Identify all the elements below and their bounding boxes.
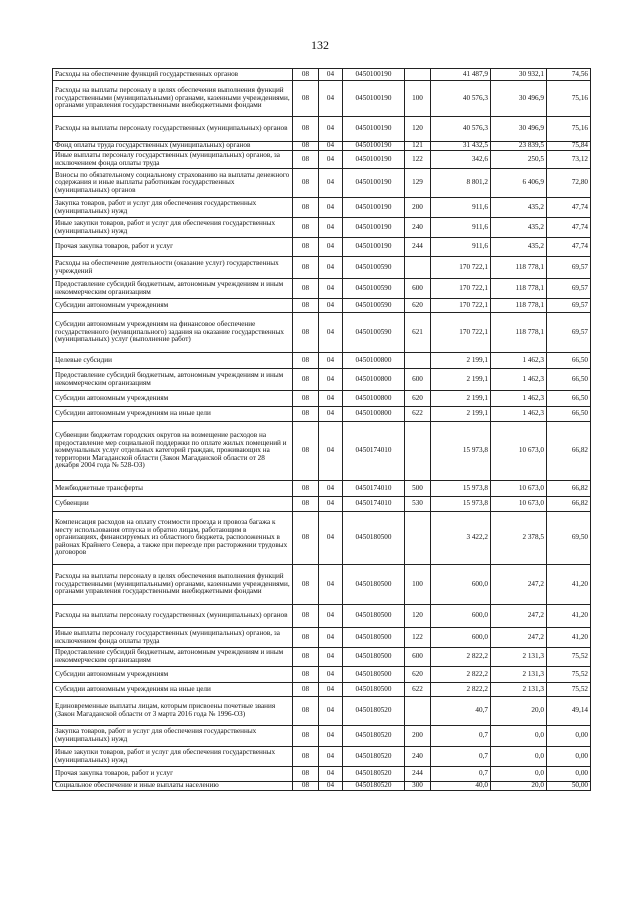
expense-type-code: 240 — [405, 747, 431, 767]
execution-percent: 66,50 — [547, 369, 591, 391]
expense-type-code — [405, 69, 431, 81]
executed-amount: 0,0 — [491, 767, 547, 782]
planned-amount: 2 199,1 — [431, 391, 491, 407]
page-number: 132 — [311, 38, 329, 52]
execution-percent: 69,57 — [547, 279, 591, 299]
row-name: Иные выплаты персоналу государственных (муниципальных) органов, за исключением фонда оплаты труда — [53, 628, 293, 648]
planned-amount: 0,7 — [431, 767, 491, 782]
row-name: Иные выплаты персоналу государственных (муниципальных) органов, за исключением фонда оплаты труда — [53, 151, 293, 169]
row-name: Расходы на выплаты персоналу в целях обеспечения выполнения функций государственными (муниципальными) органами, казенными учреждениями, органами управления государственными внебюджетными фондами — [53, 565, 293, 605]
execution-percent: 66,82 — [547, 422, 591, 481]
row-name: Предоставление субсидий бюджетным, автономным учреждениям и иным некоммерческим организациям — [53, 279, 293, 299]
table-row — [53, 69, 591, 81]
section-code: 08 — [293, 512, 319, 565]
target-article-code: 0450180500 — [343, 605, 405, 628]
section-code: 08 — [293, 667, 319, 683]
executed-amount: 2 378,5 — [491, 512, 547, 565]
row-name: Закупка товаров, работ и услуг для обеспечения государственных (муниципальных) нужд — [53, 198, 293, 218]
subsection-code: 04 — [319, 238, 343, 257]
table-row — [53, 117, 591, 142]
section-code: 08 — [293, 369, 319, 391]
expense-type-code: 200 — [405, 726, 431, 747]
expense-type-code: 300 — [405, 782, 431, 791]
section-code: 08 — [293, 407, 319, 422]
executed-amount: 1 462,3 — [491, 369, 547, 391]
table-row — [53, 481, 591, 497]
subsection-code: 04 — [319, 218, 343, 238]
subsection-code: 04 — [319, 407, 343, 422]
section-code: 08 — [293, 481, 319, 497]
execution-percent: 0,00 — [547, 767, 591, 782]
execution-percent: 75,84 — [547, 142, 591, 151]
row-name: Компенсация расходов на оплату стоимости проезда и провоза багажа к месту использования отпуска и обратно лицам, работающим в организациях, финансируемых из областного бюджета, расположенных в районах Крайнего Севера, а также при переезде при расторжении трудовых договоров — [53, 512, 293, 565]
table-row — [53, 391, 591, 407]
executed-amount: 1 462,3 — [491, 391, 547, 407]
execution-percent: 75,16 — [547, 117, 591, 142]
executed-amount: 23 839,5 — [491, 142, 547, 151]
expense-type-code: 622 — [405, 407, 431, 422]
subsection-code: 04 — [319, 299, 343, 313]
execution-percent: 75,52 — [547, 648, 591, 667]
planned-amount: 40 576,3 — [431, 81, 491, 117]
execution-percent: 66,50 — [547, 353, 591, 369]
planned-amount: 600,0 — [431, 628, 491, 648]
subsection-code: 04 — [319, 565, 343, 605]
section-code: 08 — [293, 391, 319, 407]
planned-amount: 15 973,8 — [431, 481, 491, 497]
subsection-code: 04 — [319, 369, 343, 391]
planned-amount: 40 576,3 — [431, 117, 491, 142]
target-article-code: 0450100190 — [343, 69, 405, 81]
section-code: 08 — [293, 697, 319, 726]
target-article-code: 0450174010 — [343, 422, 405, 481]
executed-amount: 435,2 — [491, 198, 547, 218]
executed-amount: 118 778,1 — [491, 313, 547, 353]
section-code: 08 — [293, 683, 319, 697]
table-row — [53, 565, 591, 605]
execution-percent: 75,52 — [547, 667, 591, 683]
target-article-code: 0450180500 — [343, 628, 405, 648]
expense-type-code — [405, 422, 431, 481]
table-row — [53, 151, 591, 169]
target-article-code: 0450100800 — [343, 353, 405, 369]
row-name: Межбюджетные трансферты — [53, 481, 293, 497]
table-row — [53, 299, 591, 313]
section-code: 08 — [293, 238, 319, 257]
target-article-code: 0450100800 — [343, 407, 405, 422]
executed-amount: 247,2 — [491, 605, 547, 628]
table-row — [53, 218, 591, 238]
target-article-code: 0450180500 — [343, 648, 405, 667]
execution-percent: 47,74 — [547, 218, 591, 238]
table-row — [53, 497, 591, 512]
expense-type-code: 600 — [405, 648, 431, 667]
section-code: 08 — [293, 782, 319, 791]
target-article-code: 0450174010 — [343, 497, 405, 512]
planned-amount: 2 199,1 — [431, 407, 491, 422]
executed-amount: 30 496,9 — [491, 81, 547, 117]
table-row — [53, 238, 591, 257]
section-code: 08 — [293, 257, 319, 279]
executed-amount: 435,2 — [491, 218, 547, 238]
target-article-code: 0450100190 — [343, 151, 405, 169]
planned-amount: 911,6 — [431, 218, 491, 238]
expense-type-code: 620 — [405, 667, 431, 683]
expense-type-code: 100 — [405, 81, 431, 117]
section-code: 08 — [293, 142, 319, 151]
table-row — [53, 512, 591, 565]
planned-amount: 8 801,2 — [431, 169, 491, 198]
section-code: 08 — [293, 726, 319, 747]
executed-amount: 247,2 — [491, 628, 547, 648]
row-name: Предоставление субсидий бюджетным, автономным учреждениям и иным некоммерческим организациям — [53, 369, 293, 391]
table-body — [53, 69, 591, 791]
subsection-code: 04 — [319, 782, 343, 791]
planned-amount: 41 487,9 — [431, 69, 491, 81]
target-article-code: 0450180520 — [343, 767, 405, 782]
expense-type-code: 244 — [405, 767, 431, 782]
table-row — [53, 369, 591, 391]
table-row — [53, 605, 591, 628]
target-article-code: 0450100590 — [343, 257, 405, 279]
target-article-code: 0450100190 — [343, 142, 405, 151]
row-name: Расходы на выплаты персоналу государственных (муниципальных) органов — [53, 605, 293, 628]
row-name: Субсидии автономным учреждениям — [53, 391, 293, 407]
planned-amount: 2 199,1 — [431, 353, 491, 369]
row-name: Расходы на выплаты персоналу в целях обеспечения выполнения функций государственными (муниципальными) органами, казенными учреждениями, органами управления государственными внебюджетными фондами — [53, 81, 293, 117]
target-article-code: 0450180520 — [343, 782, 405, 791]
expense-type-code: 530 — [405, 497, 431, 512]
execution-percent: 47,74 — [547, 198, 591, 218]
planned-amount: 15 973,8 — [431, 497, 491, 512]
execution-percent: 66,50 — [547, 391, 591, 407]
expense-type-code: 621 — [405, 313, 431, 353]
subsection-code: 04 — [319, 747, 343, 767]
expense-type-code — [405, 697, 431, 726]
execution-percent: 41,20 — [547, 605, 591, 628]
section-code: 08 — [293, 81, 319, 117]
row-name: Субсидии автономным учреждениям на иные цели — [53, 683, 293, 697]
section-code: 08 — [293, 117, 319, 142]
execution-percent: 69,57 — [547, 299, 591, 313]
subsection-code: 04 — [319, 512, 343, 565]
subsection-code: 04 — [319, 648, 343, 667]
row-name: Субсидии автономным учреждениям на финансовое обеспечение государственного (муниципального) задания на оказание государственных (муниципальных) услуг (выполнение работ) — [53, 313, 293, 353]
subsection-code: 04 — [319, 69, 343, 81]
row-name: Субсидии автономным учреждениям на иные цели — [53, 407, 293, 422]
planned-amount: 31 432,5 — [431, 142, 491, 151]
target-article-code: 0450180500 — [343, 512, 405, 565]
expense-type-code: 244 — [405, 238, 431, 257]
planned-amount: 2 199,1 — [431, 369, 491, 391]
subsection-code: 04 — [319, 353, 343, 369]
target-article-code: 0450180520 — [343, 747, 405, 767]
section-code: 08 — [293, 628, 319, 648]
executed-amount: 2 131,3 — [491, 683, 547, 697]
table-row — [53, 628, 591, 648]
executed-amount: 250,5 — [491, 151, 547, 169]
target-article-code: 0450100590 — [343, 299, 405, 313]
planned-amount: 600,0 — [431, 565, 491, 605]
planned-amount: 40,0 — [431, 782, 491, 791]
row-name: Прочая закупка товаров, работ и услуг — [53, 767, 293, 782]
target-article-code: 0450180520 — [343, 726, 405, 747]
planned-amount: 170 722,1 — [431, 279, 491, 299]
execution-percent: 74,56 — [547, 69, 591, 81]
expense-type-code: 120 — [405, 117, 431, 142]
planned-amount: 170 722,1 — [431, 313, 491, 353]
planned-amount: 2 822,2 — [431, 683, 491, 697]
row-name: Субсидии автономным учреждениям — [53, 299, 293, 313]
expense-type-code — [405, 512, 431, 565]
subsection-code: 04 — [319, 667, 343, 683]
subsection-code: 04 — [319, 767, 343, 782]
target-article-code: 0450100190 — [343, 117, 405, 142]
section-code: 08 — [293, 299, 319, 313]
executed-amount: 118 778,1 — [491, 257, 547, 279]
target-article-code: 0450180520 — [343, 697, 405, 726]
table-row — [53, 782, 591, 791]
executed-amount: 30 496,9 — [491, 117, 547, 142]
executed-amount: 0,0 — [491, 747, 547, 767]
subsection-code: 04 — [319, 313, 343, 353]
table-row — [53, 81, 591, 117]
section-code: 08 — [293, 313, 319, 353]
subsection-code: 04 — [319, 726, 343, 747]
target-article-code: 0450180500 — [343, 683, 405, 697]
subsection-code: 04 — [319, 198, 343, 218]
executed-amount: 10 673,0 — [491, 497, 547, 512]
planned-amount: 40,7 — [431, 697, 491, 726]
section-code: 08 — [293, 648, 319, 667]
table-row — [53, 683, 591, 697]
planned-amount: 600,0 — [431, 605, 491, 628]
row-name: Расходы на обеспечение деятельности (оказание услуг) государственных учреждений — [53, 257, 293, 279]
executed-amount: 435,2 — [491, 238, 547, 257]
target-article-code: 0450100590 — [343, 279, 405, 299]
expense-type-code: 622 — [405, 683, 431, 697]
subsection-code: 04 — [319, 422, 343, 481]
execution-percent: 0,00 — [547, 726, 591, 747]
row-name: Субвенции — [53, 497, 293, 512]
planned-amount: 2 822,2 — [431, 667, 491, 683]
expense-type-code: 600 — [405, 369, 431, 391]
subsection-code: 04 — [319, 279, 343, 299]
planned-amount: 170 722,1 — [431, 257, 491, 279]
target-article-code: 0450180500 — [343, 667, 405, 683]
table-row — [53, 648, 591, 667]
execution-percent: 50,00 — [547, 782, 591, 791]
table-row — [53, 726, 591, 747]
subsection-code: 04 — [319, 628, 343, 648]
executed-amount: 30 932,1 — [491, 69, 547, 81]
execution-percent: 66,82 — [547, 497, 591, 512]
execution-percent: 69,50 — [547, 512, 591, 565]
table-row — [53, 407, 591, 422]
executed-amount: 118 778,1 — [491, 299, 547, 313]
executed-amount: 10 673,0 — [491, 481, 547, 497]
execution-percent: 75,52 — [547, 683, 591, 697]
planned-amount: 911,6 — [431, 198, 491, 218]
expense-type-code: 122 — [405, 628, 431, 648]
subsection-code: 04 — [319, 81, 343, 117]
row-name: Субсидии автономным учреждениям — [53, 667, 293, 683]
table-row — [53, 198, 591, 218]
section-code: 08 — [293, 151, 319, 169]
subsection-code: 04 — [319, 697, 343, 726]
planned-amount: 0,7 — [431, 747, 491, 767]
target-article-code: 0450100800 — [343, 369, 405, 391]
row-name: Субвенции бюджетам городских округов на возмещение расходов на предоставление мер социальной поддержки по оплате жилых помещений и коммунальных услуг отдельных категорий граждан, проживающих на территории Магаданской области (Закон Магаданской области от 28 декабря 2004 года № 528-ОЗ) — [53, 422, 293, 481]
executed-amount: 1 462,3 — [491, 353, 547, 369]
executed-amount: 10 673,0 — [491, 422, 547, 481]
execution-percent: 75,16 — [547, 81, 591, 117]
subsection-code: 04 — [319, 391, 343, 407]
executed-amount: 1 462,3 — [491, 407, 547, 422]
planned-amount: 15 973,8 — [431, 422, 491, 481]
table-row — [53, 767, 591, 782]
target-article-code: 0450180500 — [343, 565, 405, 605]
executed-amount: 2 131,3 — [491, 648, 547, 667]
expense-type-code: 122 — [405, 151, 431, 169]
executed-amount: 20,0 — [491, 697, 547, 726]
row-name: Иные закупки товаров, работ и услуг для обеспечения государственных (муниципальных) нужд — [53, 218, 293, 238]
target-article-code: 0450100190 — [343, 198, 405, 218]
executed-amount: 6 406,9 — [491, 169, 547, 198]
target-article-code: 0450100590 — [343, 313, 405, 353]
section-code: 08 — [293, 169, 319, 198]
row-name: Единовременные выплаты лицам, которым присвоены почетные звания (Закон Магаданской области от 3 марта 2016 года № 1996-ОЗ) — [53, 697, 293, 726]
subsection-code: 04 — [319, 497, 343, 512]
planned-amount: 342,6 — [431, 151, 491, 169]
expense-type-code: 129 — [405, 169, 431, 198]
expense-type-code — [405, 257, 431, 279]
planned-amount: 170 722,1 — [431, 299, 491, 313]
planned-amount: 0,7 — [431, 726, 491, 747]
executed-amount: 118 778,1 — [491, 279, 547, 299]
section-code: 08 — [293, 747, 319, 767]
table-row — [53, 313, 591, 353]
expense-type-code: 120 — [405, 605, 431, 628]
section-code: 08 — [293, 69, 319, 81]
expense-type-code: 100 — [405, 565, 431, 605]
subsection-code: 04 — [319, 117, 343, 142]
subsection-code: 04 — [319, 257, 343, 279]
table-row — [53, 747, 591, 767]
section-code: 08 — [293, 198, 319, 218]
section-code: 08 — [293, 605, 319, 628]
expense-type-code: 600 — [405, 279, 431, 299]
planned-amount: 3 422,2 — [431, 512, 491, 565]
table-row — [53, 169, 591, 198]
executed-amount: 2 131,3 — [491, 667, 547, 683]
table-row — [53, 279, 591, 299]
executed-amount: 247,2 — [491, 565, 547, 605]
expense-type-code: 200 — [405, 198, 431, 218]
target-article-code: 0450100190 — [343, 218, 405, 238]
row-name: Социальное обеспечение и иные выплаты населению — [53, 782, 293, 791]
execution-percent: 69,57 — [547, 257, 591, 279]
table-row — [53, 257, 591, 279]
section-code: 08 — [293, 279, 319, 299]
section-code: 08 — [293, 353, 319, 369]
section-code: 08 — [293, 422, 319, 481]
executed-amount: 20,0 — [491, 782, 547, 791]
subsection-code: 04 — [319, 142, 343, 151]
expense-type-code: 620 — [405, 299, 431, 313]
subsection-code: 04 — [319, 605, 343, 628]
target-article-code: 0450100190 — [343, 81, 405, 117]
expense-type-code — [405, 353, 431, 369]
expense-type-code: 121 — [405, 142, 431, 151]
execution-percent: 73,12 — [547, 151, 591, 169]
row-name: Целевые субсидии — [53, 353, 293, 369]
execution-percent: 49,14 — [547, 697, 591, 726]
section-code: 08 — [293, 497, 319, 512]
execution-percent: 41,20 — [547, 628, 591, 648]
row-name: Фонд оплаты труда государственных (муниципальных) органов — [53, 142, 293, 151]
execution-percent: 66,82 — [547, 481, 591, 497]
executed-amount: 0,0 — [491, 726, 547, 747]
target-article-code: 0450100800 — [343, 391, 405, 407]
table-row — [53, 697, 591, 726]
execution-percent: 69,57 — [547, 313, 591, 353]
section-code: 08 — [293, 767, 319, 782]
subsection-code: 04 — [319, 151, 343, 169]
table-row — [53, 422, 591, 481]
budget-table — [52, 68, 591, 791]
subsection-code: 04 — [319, 169, 343, 198]
execution-percent: 47,74 — [547, 238, 591, 257]
table-row — [53, 353, 591, 369]
target-article-code: 0450174010 — [343, 481, 405, 497]
execution-percent: 0,00 — [547, 747, 591, 767]
row-name: Прочая закупка товаров, работ и услуг — [53, 238, 293, 257]
planned-amount: 911,6 — [431, 238, 491, 257]
execution-percent: 66,50 — [547, 407, 591, 422]
table-row — [53, 142, 591, 151]
row-name: Расходы на выплаты персоналу государственных (муниципальных) органов — [53, 117, 293, 142]
table-row — [53, 667, 591, 683]
expense-type-code: 620 — [405, 391, 431, 407]
subsection-code: 04 — [319, 683, 343, 697]
section-code: 08 — [293, 218, 319, 238]
expense-type-code: 240 — [405, 218, 431, 238]
row-name: Закупка товаров, работ и услуг для обеспечения государственных (муниципальных) нужд — [53, 726, 293, 747]
target-article-code: 0450100190 — [343, 238, 405, 257]
section-code: 08 — [293, 565, 319, 605]
target-article-code: 0450100190 — [343, 169, 405, 198]
planned-amount: 2 822,2 — [431, 648, 491, 667]
row-name: Взносы по обязательному социальному страхованию на выплаты денежного содержания и иные выплаты работникам государственных (муниципальных) органов — [53, 169, 293, 198]
row-name: Иные закупки товаров, работ и услуг для обеспечения государственных (муниципальных) нужд — [53, 747, 293, 767]
execution-percent: 72,80 — [547, 169, 591, 198]
subsection-code: 04 — [319, 481, 343, 497]
row-name: Предоставление субсидий бюджетным, автономным учреждениям и иным некоммерческим организациям — [53, 648, 293, 667]
row-name: Расходы на обеспечение функций государственных органов — [53, 69, 293, 81]
expense-type-code: 500 — [405, 481, 431, 497]
execution-percent: 41,20 — [547, 565, 591, 605]
